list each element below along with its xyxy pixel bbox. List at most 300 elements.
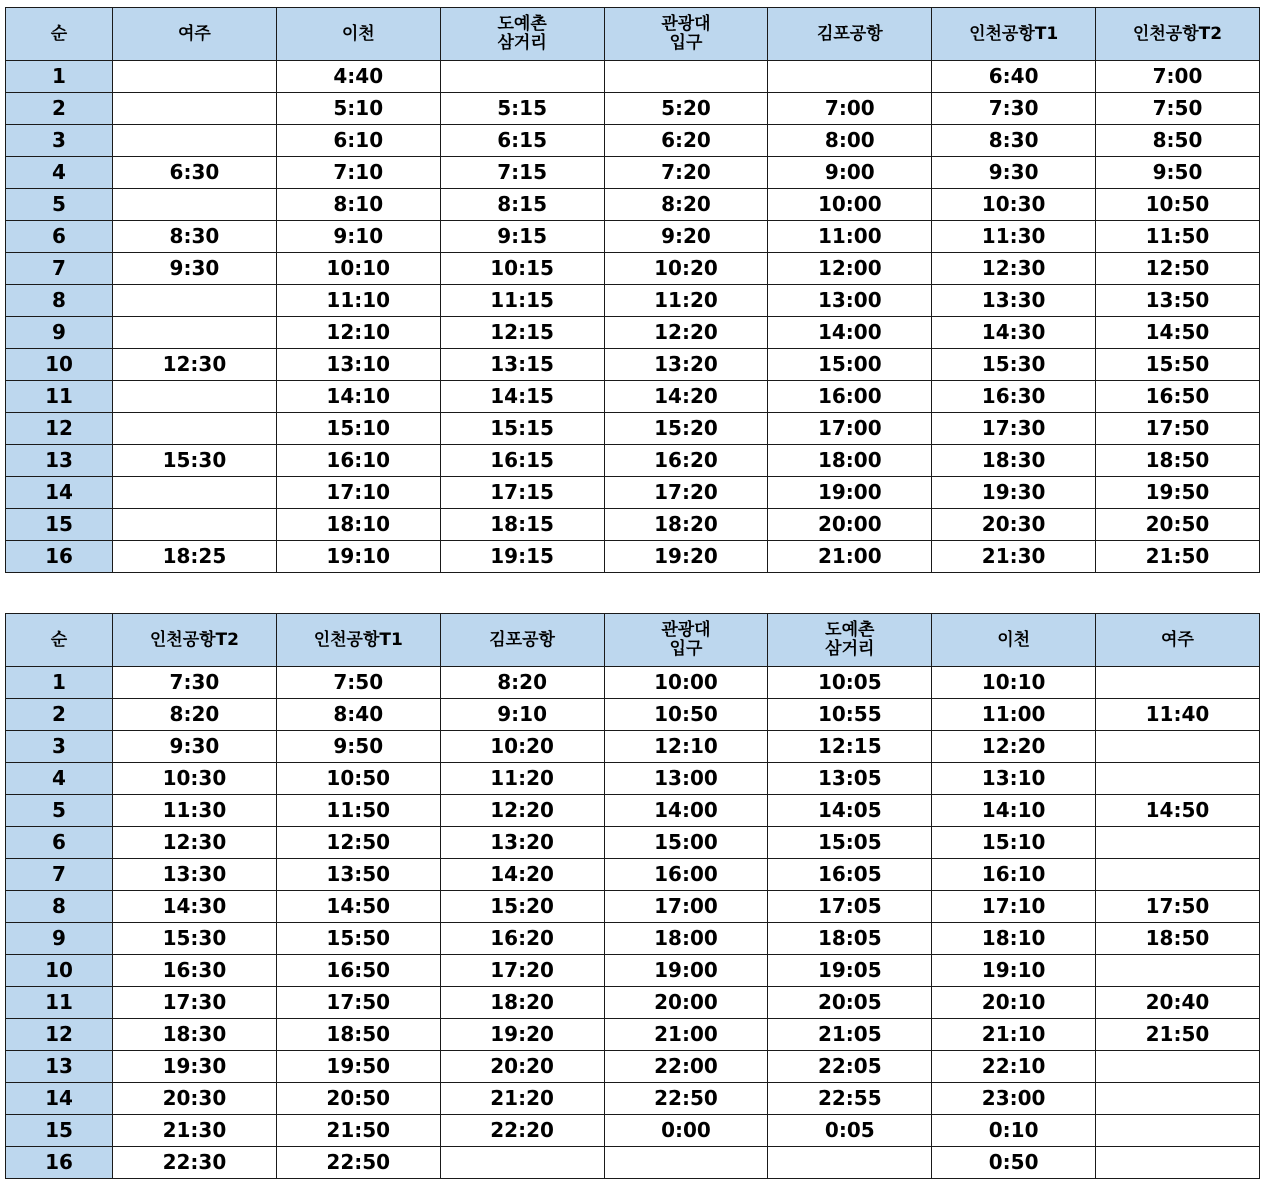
time-cell: 22:30: [113, 1147, 277, 1179]
table-row: [6, 795, 1260, 827]
time-cell: 14:30: [113, 891, 277, 923]
time-cell: 11:30: [113, 795, 277, 827]
time-cell: 12:10: [604, 731, 768, 763]
time-cell: 10:50: [276, 763, 440, 795]
time-cell: 14:05: [768, 795, 932, 827]
table-row: [6, 381, 1260, 413]
time-cell: 14:20: [440, 859, 604, 891]
time-cell: 11:00: [768, 221, 932, 253]
table-row: [6, 477, 1260, 509]
time-cell: [113, 93, 277, 125]
time-cell: 6:30: [113, 157, 277, 189]
time-cell: 13:10: [276, 349, 440, 381]
time-cell: 20:50: [1096, 509, 1260, 541]
time-cell: [113, 509, 277, 541]
row-number-cell: 5: [6, 795, 113, 827]
time-cell: 17:00: [604, 891, 768, 923]
time-cell: 12:15: [768, 731, 932, 763]
time-cell: 15:30: [932, 349, 1096, 381]
row-number-cell: 2: [6, 93, 113, 125]
table-row: [6, 1051, 1260, 1083]
row-number-cell: 3: [6, 731, 113, 763]
time-cell: 21:20: [440, 1083, 604, 1115]
time-cell: 16:10: [932, 859, 1096, 891]
time-cell: 16:50: [1096, 381, 1260, 413]
time-cell: 19:50: [276, 1051, 440, 1083]
time-cell: 9:10: [440, 699, 604, 731]
row-number-cell: 2: [6, 699, 113, 731]
time-cell: 17:15: [440, 477, 604, 509]
time-cell: 16:10: [276, 445, 440, 477]
table-row: [6, 157, 1260, 189]
time-cell: [1096, 1115, 1260, 1147]
row-number-cell: 8: [6, 285, 113, 317]
time-cell: 16:00: [768, 381, 932, 413]
time-cell: [113, 317, 277, 349]
row-number-cell: 1: [6, 667, 113, 699]
time-cell: [1096, 859, 1260, 891]
time-cell: 13:20: [440, 827, 604, 859]
row-number-cell: 10: [6, 955, 113, 987]
time-cell: 20:30: [932, 509, 1096, 541]
outbound-timetable: [5, 7, 1260, 573]
time-cell: 21:50: [1096, 541, 1260, 573]
time-cell: 11:15: [440, 285, 604, 317]
time-cell: 6:40: [932, 61, 1096, 93]
row-number-cell: 7: [6, 253, 113, 285]
time-cell: 18:30: [932, 445, 1096, 477]
time-cell: 17:10: [932, 891, 1096, 923]
time-cell: 6:20: [604, 125, 768, 157]
table-row: [6, 221, 1260, 253]
time-cell: [113, 125, 277, 157]
header-row: [6, 614, 1260, 667]
inbound-timetable: [5, 613, 1260, 1179]
row-number-cell: 16: [6, 541, 113, 573]
time-cell: [113, 61, 277, 93]
time-cell: 16:30: [932, 381, 1096, 413]
time-cell: 8:10: [276, 189, 440, 221]
time-cell: 8:20: [440, 667, 604, 699]
table-row: [6, 285, 1260, 317]
header-cell-stop: 도예촌 삼거리: [768, 614, 932, 667]
time-cell: 10:05: [768, 667, 932, 699]
time-cell: 18:20: [604, 509, 768, 541]
header-cell-stop: 인천공항T2: [1096, 8, 1260, 61]
header-cell-seq: 순: [6, 8, 113, 61]
time-cell: 18:10: [932, 923, 1096, 955]
time-cell: [1096, 955, 1260, 987]
time-cell: 21:00: [768, 541, 932, 573]
time-cell: 22:20: [440, 1115, 604, 1147]
time-cell: 9:30: [113, 253, 277, 285]
time-cell: 23:00: [932, 1083, 1096, 1115]
time-cell: 7:30: [113, 667, 277, 699]
time-cell: 14:00: [768, 317, 932, 349]
time-cell: 21:50: [1096, 1019, 1260, 1051]
time-cell: 4:40: [276, 61, 440, 93]
time-cell: 22:05: [768, 1051, 932, 1083]
row-number-cell: 8: [6, 891, 113, 923]
table-row: [6, 61, 1260, 93]
time-cell: 14:10: [932, 795, 1096, 827]
time-cell: 19:05: [768, 955, 932, 987]
time-cell: 17:20: [604, 477, 768, 509]
table-row: [6, 731, 1260, 763]
table-row: [6, 93, 1260, 125]
time-cell: 18:20: [440, 987, 604, 1019]
time-cell: 0:00: [604, 1115, 768, 1147]
table-row: [6, 125, 1260, 157]
time-cell: 14:50: [1096, 795, 1260, 827]
table-row: [6, 413, 1260, 445]
header-cell-stop: 인천공항T2: [113, 614, 277, 667]
time-cell: 11:50: [276, 795, 440, 827]
time-cell: 10:10: [276, 253, 440, 285]
time-cell: 19:20: [604, 541, 768, 573]
time-cell: 20:10: [932, 987, 1096, 1019]
time-cell: 13:00: [604, 763, 768, 795]
time-cell: 13:10: [932, 763, 1096, 795]
time-cell: 15:30: [113, 923, 277, 955]
time-cell: 15:10: [276, 413, 440, 445]
table-row: [6, 1083, 1260, 1115]
time-cell: 12:20: [932, 731, 1096, 763]
time-cell: 13:20: [604, 349, 768, 381]
time-cell: 14:00: [604, 795, 768, 827]
time-cell: 21:05: [768, 1019, 932, 1051]
time-cell: 17:30: [113, 987, 277, 1019]
time-cell: 17:50: [1096, 891, 1260, 923]
time-cell: 20:00: [768, 509, 932, 541]
time-cell: 9:30: [932, 157, 1096, 189]
row-number-cell: 9: [6, 317, 113, 349]
time-cell: 10:30: [932, 189, 1096, 221]
time-cell: 15:00: [604, 827, 768, 859]
time-cell: 19:30: [932, 477, 1096, 509]
time-cell: 16:00: [604, 859, 768, 891]
time-cell: [113, 381, 277, 413]
time-cell: [1096, 763, 1260, 795]
time-cell: [113, 413, 277, 445]
table-row: [6, 317, 1260, 349]
time-cell: 10:50: [1096, 189, 1260, 221]
time-cell: [113, 189, 277, 221]
time-cell: 21:10: [932, 1019, 1096, 1051]
time-cell: 13:30: [932, 285, 1096, 317]
time-cell: 9:10: [276, 221, 440, 253]
outbound-body: [6, 61, 1260, 573]
time-cell: 18:10: [276, 509, 440, 541]
row-number-cell: 6: [6, 827, 113, 859]
time-cell: [1096, 731, 1260, 763]
time-cell: 16:50: [276, 955, 440, 987]
time-cell: 18:25: [113, 541, 277, 573]
time-cell: 22:10: [932, 1051, 1096, 1083]
time-cell: [113, 477, 277, 509]
time-cell: 18:50: [276, 1019, 440, 1051]
time-cell: 14:15: [440, 381, 604, 413]
table-row: [6, 859, 1260, 891]
time-cell: 12:30: [113, 827, 277, 859]
time-cell: 19:00: [768, 477, 932, 509]
time-cell: 11:20: [604, 285, 768, 317]
time-cell: 19:10: [932, 955, 1096, 987]
time-cell: 7:50: [276, 667, 440, 699]
inbound-body: [6, 667, 1260, 1179]
time-cell: 12:50: [276, 827, 440, 859]
row-number-cell: 12: [6, 1019, 113, 1051]
row-number-cell: 3: [6, 125, 113, 157]
time-cell: 19:50: [1096, 477, 1260, 509]
time-cell: 12:50: [1096, 253, 1260, 285]
time-cell: 10:00: [768, 189, 932, 221]
time-cell: 14:10: [276, 381, 440, 413]
row-number-cell: 14: [6, 477, 113, 509]
time-cell: 11:50: [1096, 221, 1260, 253]
header-cell-stop: 관광대 입구: [604, 614, 768, 667]
time-cell: [440, 61, 604, 93]
time-cell: 11:10: [276, 285, 440, 317]
row-number-cell: 13: [6, 1051, 113, 1083]
row-number-cell: 14: [6, 1083, 113, 1115]
time-cell: 8:40: [276, 699, 440, 731]
time-cell: 16:05: [768, 859, 932, 891]
time-cell: 0:05: [768, 1115, 932, 1147]
time-cell: 7:00: [1096, 61, 1260, 93]
time-cell: 15:15: [440, 413, 604, 445]
time-cell: 17:10: [276, 477, 440, 509]
time-cell: 18:15: [440, 509, 604, 541]
time-cell: 0:10: [932, 1115, 1096, 1147]
time-cell: 18:50: [1096, 445, 1260, 477]
table-row: [6, 1019, 1260, 1051]
time-cell: 9:50: [1096, 157, 1260, 189]
table-row: [6, 699, 1260, 731]
table-row: [6, 445, 1260, 477]
time-cell: 7:20: [604, 157, 768, 189]
table-row: [6, 891, 1260, 923]
time-cell: 21:50: [276, 1115, 440, 1147]
row-number-cell: 11: [6, 381, 113, 413]
header-cell-stop: 이천: [276, 8, 440, 61]
table-row: [6, 509, 1260, 541]
time-cell: 7:30: [932, 93, 1096, 125]
time-cell: 9:30: [113, 731, 277, 763]
outbound-header: [6, 8, 1260, 61]
time-cell: 8:50: [1096, 125, 1260, 157]
time-cell: 15:20: [604, 413, 768, 445]
time-cell: 12:30: [932, 253, 1096, 285]
time-cell: 16:15: [440, 445, 604, 477]
time-cell: [768, 1147, 932, 1179]
time-cell: 21:00: [604, 1019, 768, 1051]
time-cell: [768, 61, 932, 93]
row-number-cell: 4: [6, 763, 113, 795]
time-cell: 10:00: [604, 667, 768, 699]
table-row: [6, 955, 1260, 987]
header-cell-stop: 김포공항: [768, 8, 932, 61]
time-cell: 10:10: [932, 667, 1096, 699]
time-cell: 16:20: [604, 445, 768, 477]
time-cell: [1096, 667, 1260, 699]
table-row: [6, 349, 1260, 381]
time-cell: 17:30: [932, 413, 1096, 445]
time-cell: 20:50: [276, 1083, 440, 1115]
time-cell: 20:05: [768, 987, 932, 1019]
time-cell: 17:05: [768, 891, 932, 923]
time-cell: 22:00: [604, 1051, 768, 1083]
time-cell: 15:10: [932, 827, 1096, 859]
table-row: [6, 763, 1260, 795]
time-cell: 10:20: [604, 253, 768, 285]
row-number-cell: 12: [6, 413, 113, 445]
time-cell: 7:10: [276, 157, 440, 189]
time-cell: 14:50: [1096, 317, 1260, 349]
time-cell: 14:30: [932, 317, 1096, 349]
table-row: [6, 1115, 1260, 1147]
row-number-cell: 16: [6, 1147, 113, 1179]
time-cell: [113, 285, 277, 317]
time-cell: 15:05: [768, 827, 932, 859]
time-cell: 15:20: [440, 891, 604, 923]
row-number-cell: 11: [6, 987, 113, 1019]
table-row: [6, 827, 1260, 859]
row-number-cell: 10: [6, 349, 113, 381]
time-cell: 22:55: [768, 1083, 932, 1115]
time-cell: 19:10: [276, 541, 440, 573]
time-cell: 8:30: [113, 221, 277, 253]
time-cell: 10:20: [440, 731, 604, 763]
time-cell: 14:20: [604, 381, 768, 413]
inbound-header: [6, 614, 1260, 667]
row-number-cell: 7: [6, 859, 113, 891]
time-cell: 19:15: [440, 541, 604, 573]
time-cell: 0:50: [932, 1147, 1096, 1179]
time-cell: 5:15: [440, 93, 604, 125]
header-cell-stop: 여주: [1096, 614, 1260, 667]
time-cell: 7:00: [768, 93, 932, 125]
time-cell: 9:15: [440, 221, 604, 253]
time-cell: [1096, 1083, 1260, 1115]
time-cell: 12:00: [768, 253, 932, 285]
time-cell: 5:20: [604, 93, 768, 125]
time-cell: 20:30: [113, 1083, 277, 1115]
time-cell: 6:15: [440, 125, 604, 157]
time-cell: 9:00: [768, 157, 932, 189]
row-number-cell: 4: [6, 157, 113, 189]
time-cell: 13:05: [768, 763, 932, 795]
table-row: [6, 1147, 1260, 1179]
table-row: [6, 923, 1260, 955]
time-cell: 20:40: [1096, 987, 1260, 1019]
time-cell: 10:55: [768, 699, 932, 731]
time-cell: 18:30: [113, 1019, 277, 1051]
time-cell: [604, 1147, 768, 1179]
time-cell: [604, 61, 768, 93]
time-cell: 11:20: [440, 763, 604, 795]
header-cell-stop: 이천: [932, 614, 1096, 667]
time-cell: 8:20: [604, 189, 768, 221]
time-cell: 20:20: [440, 1051, 604, 1083]
header-cell-stop: 여주: [113, 8, 277, 61]
row-number-cell: 9: [6, 923, 113, 955]
time-cell: 10:30: [113, 763, 277, 795]
time-cell: 12:10: [276, 317, 440, 349]
time-cell: 7:50: [1096, 93, 1260, 125]
time-cell: 21:30: [113, 1115, 277, 1147]
time-cell: 19:20: [440, 1019, 604, 1051]
table-row: [6, 541, 1260, 573]
time-cell: 20:00: [604, 987, 768, 1019]
time-cell: 9:50: [276, 731, 440, 763]
row-number-cell: 13: [6, 445, 113, 477]
time-cell: [1096, 1147, 1260, 1179]
time-cell: 15:30: [113, 445, 277, 477]
time-cell: 18:00: [604, 923, 768, 955]
time-cell: 8:15: [440, 189, 604, 221]
time-cell: 11:30: [932, 221, 1096, 253]
table-row: [6, 987, 1260, 1019]
row-number-cell: 15: [6, 509, 113, 541]
time-cell: 17:20: [440, 955, 604, 987]
time-cell: 8:00: [768, 125, 932, 157]
header-row: [6, 8, 1260, 61]
time-cell: 13:30: [113, 859, 277, 891]
time-cell: 14:50: [276, 891, 440, 923]
time-cell: 12:20: [604, 317, 768, 349]
time-cell: 13:50: [276, 859, 440, 891]
table-row: [6, 189, 1260, 221]
time-cell: 12:15: [440, 317, 604, 349]
row-number-cell: 15: [6, 1115, 113, 1147]
table-row: [6, 253, 1260, 285]
time-cell: 9:20: [604, 221, 768, 253]
time-cell: 8:30: [932, 125, 1096, 157]
time-cell: 10:50: [604, 699, 768, 731]
time-cell: 21:30: [932, 541, 1096, 573]
time-cell: 18:05: [768, 923, 932, 955]
time-cell: 19:30: [113, 1051, 277, 1083]
time-cell: 10:15: [440, 253, 604, 285]
time-cell: 16:20: [440, 923, 604, 955]
time-cell: 13:15: [440, 349, 604, 381]
time-cell: 15:50: [1096, 349, 1260, 381]
table-row: [6, 667, 1260, 699]
time-cell: [440, 1147, 604, 1179]
header-cell-stop: 인천공항T1: [276, 614, 440, 667]
time-cell: 13:00: [768, 285, 932, 317]
time-cell: 15:00: [768, 349, 932, 381]
row-number-cell: 5: [6, 189, 113, 221]
header-cell-stop: 관광대 입구: [604, 8, 768, 61]
time-cell: 18:00: [768, 445, 932, 477]
time-cell: 17:50: [1096, 413, 1260, 445]
time-cell: 13:50: [1096, 285, 1260, 317]
time-cell: 11:40: [1096, 699, 1260, 731]
header-cell-seq: 순: [6, 614, 113, 667]
time-cell: 18:50: [1096, 923, 1260, 955]
time-cell: [1096, 1051, 1260, 1083]
time-cell: 17:00: [768, 413, 932, 445]
time-cell: 15:50: [276, 923, 440, 955]
header-cell-stop: 김포공항: [440, 614, 604, 667]
row-number-cell: 6: [6, 221, 113, 253]
time-cell: 7:15: [440, 157, 604, 189]
time-cell: 17:50: [276, 987, 440, 1019]
header-cell-stop: 도예촌 삼거리: [440, 8, 604, 61]
time-cell: [1096, 827, 1260, 859]
